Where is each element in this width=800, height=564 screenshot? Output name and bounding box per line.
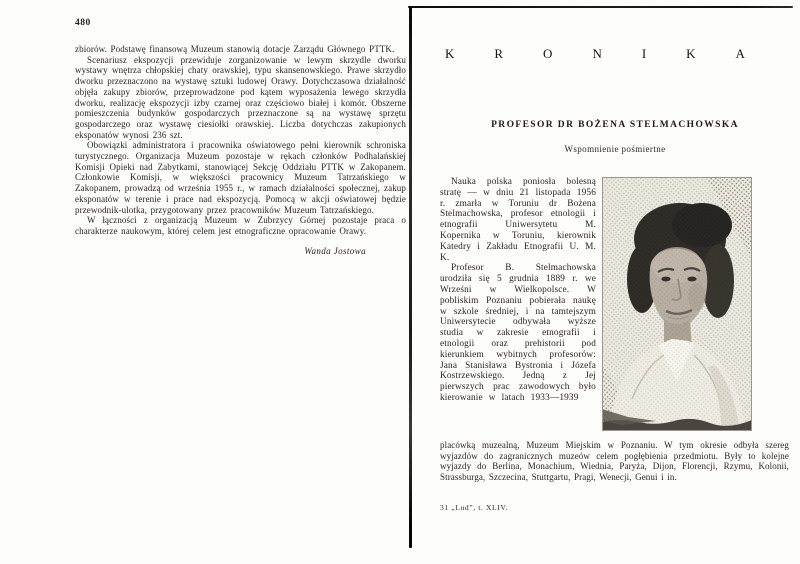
- paragraph-continuation: zbiorów. Podstawę finansową Muzeum stanowią dotacje Zarządu Głównego PTTK.: [75, 44, 395, 54]
- page-number: 480: [75, 18, 91, 28]
- article-subtitle: Wspomnienie pośmiertne: [564, 144, 666, 154]
- section-header: KRONIKA: [445, 46, 785, 61]
- text-column: [440, 177, 596, 404]
- portrait-photo: [602, 177, 752, 431]
- right-page: [440, 0, 790, 564]
- halftone-portrait-image: [602, 177, 752, 431]
- article-title: PROFESOR DR BOŻENA STELMACHOWSKA: [491, 120, 739, 130]
- gutter-line: [409, 6, 412, 548]
- paragraph: Obowiązki administratora i pracownika oświatowego pełni kierownik schroniska turystycznego. Organizacja Muzeum pozostaje w rękach członków Podhalańskiej Komisji Opieki nad Zabytkami, stanowiącej Sekcję Oddziału PTTK w Zakopanem. Członkowie Komisji, w większości pracownicy Muzeum Tatrzańskiego w Zakopanem, prowadzą od września 1955 r., w ramach działalności społecznej, zakup eksponatów w terenie i prace nad ekspozycją. Pomocą w akcji oświatowej będzie przewodnik-ulotka, przygotowany przez pracowników Muzeum Tatrzańskiego.: [75, 140, 406, 215]
- paragraph: Profesor B. Stelmachowska urodziła się 5 grudnia 1889 r. we Wrześni w Wielkopolsce. W pobliskim Poznaniu pobierała naukę w szkole średniej, i na tamtejszym Uniwersytecie odbywała wyższe studia w zakresie etnografii i etnologii oraz prehistorii pod kierunkiem wybitnych profesorów: Jana Stanisława Bystronia i Józefa Kostrzewskiego. Jedną z Jej pierwszych prac zawodowych było kierowanie w latach 1933—1939: [440, 263, 596, 403]
- paragraph: Scenariusz ekspozycji przewiduje zorganizowanie w lewym skrzydle dworku wystawy wnętrza chłopskiej chaty orawskiej, typu skansenowskiego. Prawe skrzydło dworku przeznaczono na wystawę sztuki ludowej Orawy. Dotychczasowa działalność objęła zakupy zbiorów, przeprowadzone pod kątem wyposażenia lewego skrzydła dworku, realizację ekspozycji izby czarnej oraz częściowo białej i komór. Obszerne pomieszczenia budynków gospodarczych przeznaczone są na wystawę sprzętu gospodarczego oraz wystawę ciesiołki orawskiej. Liczba dotychczas zakupionych eksponatów wynosi 236 szt.: [75, 54, 406, 140]
- left-page-body: [75, 44, 406, 256]
- paragraph: W łączności z organizacją Muzeum w Zubrzycy Górnej pozostaje praca o charakterze naukowym, której celem jest etnograficzne opracowanie Orawy.: [75, 215, 406, 236]
- author-signature: Wanda Jostowa: [304, 245, 366, 256]
- continuation-paragraph: placówką muzealną, Muzeum Miejskim w Poznaniu. W tym okresie odbyła szereg wyjazdów do zagranicznych muzeów celem pogłębienia przedmiotu. Były to kolejne wyjazdy do Berlina, Monachium, Wiednia, Paryża, Dijon, Florencji, Rzymu, Kolonii, Strassburga, Szczecina, Stuttgartu, Pragi, Wenecji, Genui i in.: [440, 440, 789, 483]
- footnote: 31 „Lud”, t. XLIV.: [440, 503, 509, 512]
- article-body: [440, 177, 790, 431]
- paragraph: Nauka polska poniosła bolesną stratę — w dniu 21 listopada 1956 r. zmarła w Toruniu dr Bożena Stelmachowska, profesor etnologii i etnografii Uniwersytetu M. Kopernika w Toruniu, kierownik Katedry i Zakładu Etnografii U. M. K.: [440, 177, 596, 263]
- left-page: [75, 18, 406, 256]
